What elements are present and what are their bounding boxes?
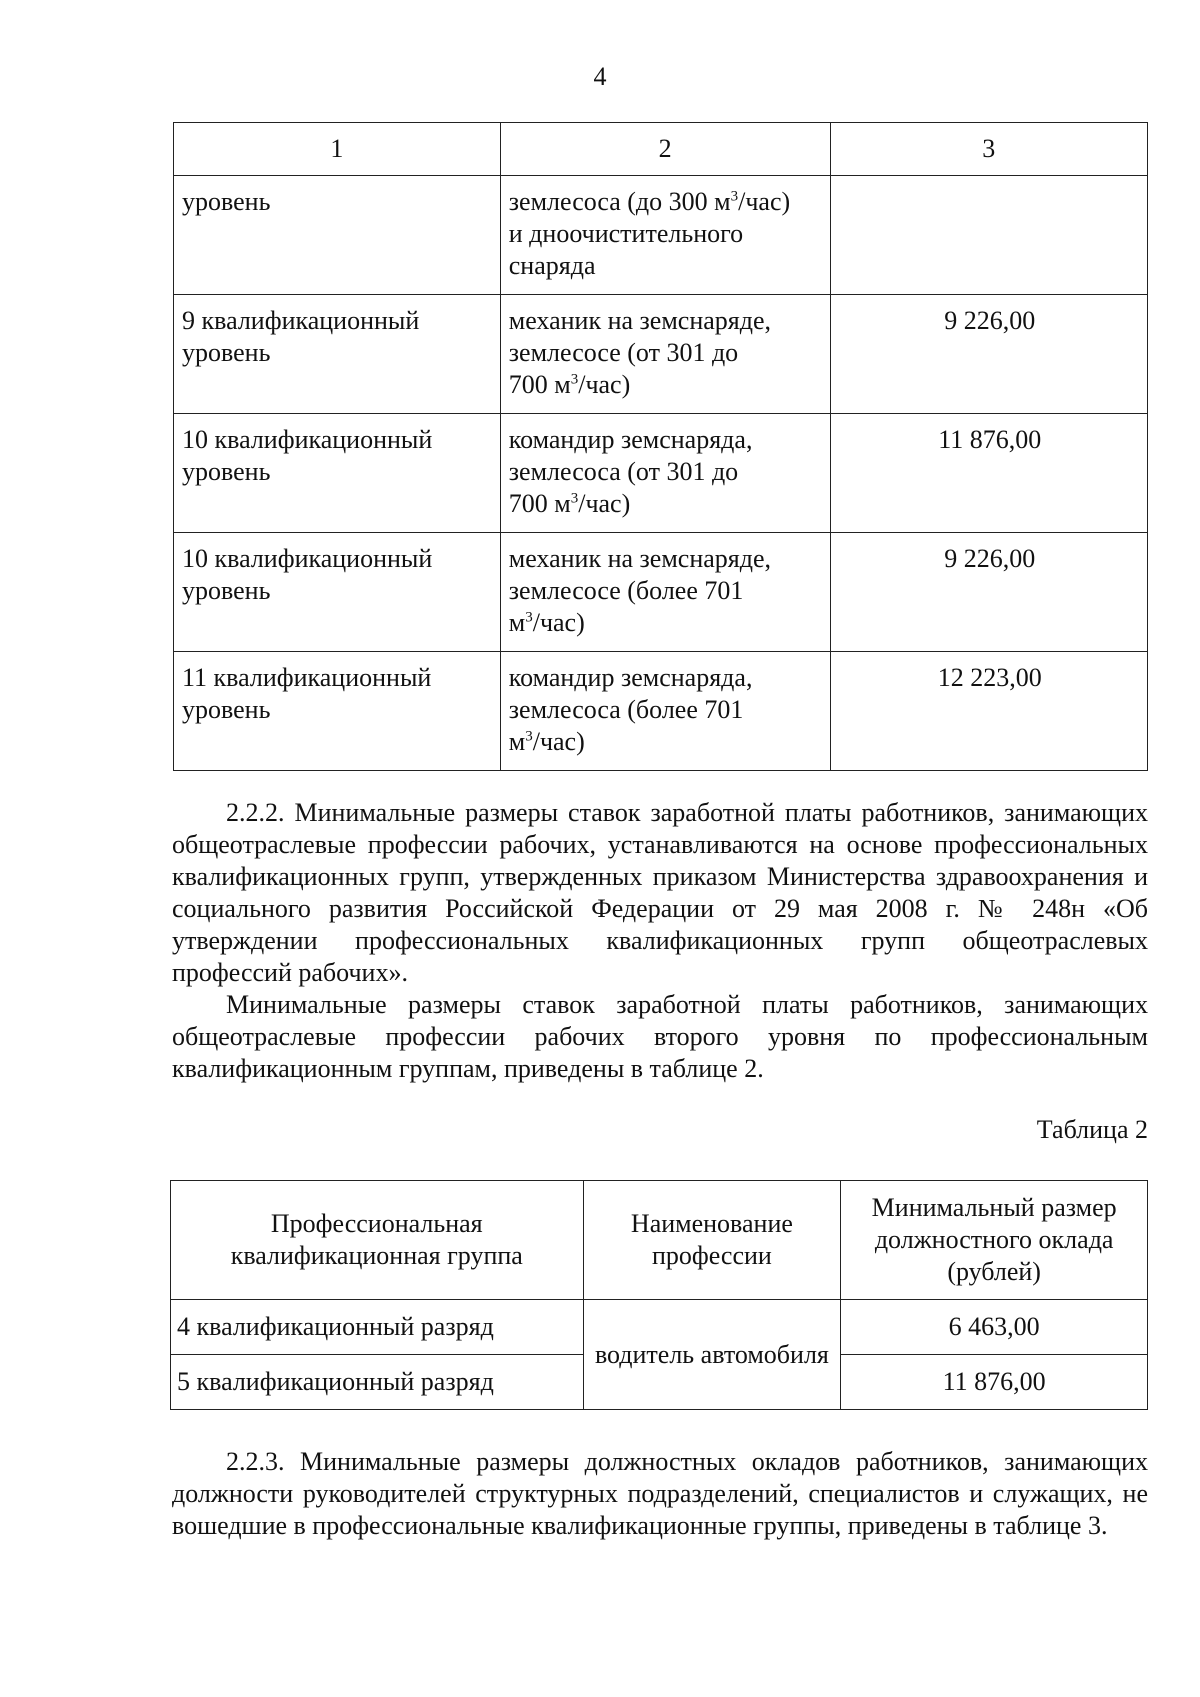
profession-cell <box>500 176 830 295</box>
salary-table-2 <box>170 1180 1148 1410</box>
column-header: 3 <box>830 123 1147 176</box>
salary-cell <box>830 176 1147 295</box>
salary-cell: 9 226,00 <box>830 295 1147 414</box>
cell-line: 10 квалификационный <box>182 425 433 454</box>
column-header: Профессиональная квалификационная группа <box>171 1181 584 1300</box>
cell-line: землесосе (более 701 <box>508 576 744 605</box>
cell-line: землесосе (от 301 до <box>508 338 739 367</box>
qualification-level-cell <box>174 176 501 295</box>
qualification-level-cell <box>174 295 501 414</box>
paragraph-2-2-2: 2.2.2. Минимальные размеры ставок заработной платы работников, занимающих общеотраслевые профессии рабочих, устанавливаются на основе профессиональных квалификационных групп, утвержденных приказом Министерства здравоохранения и социального развития Российской Федерации от 29 мая 2008 г. № 248н «Об утверждении профессиональных квалификационных групп общеотраслевых профессий рабочих». <box>172 798 1148 987</box>
superscript: 3 <box>730 188 739 205</box>
column-header: 1 <box>174 123 501 176</box>
cell-line: $м^3/час$) <box>508 727 585 756</box>
page-number: 4 <box>593 62 607 91</box>
cell-line: уровень <box>182 695 271 724</box>
salary-cell: 12 223,00 <box>830 652 1147 771</box>
cell-line: уровень <box>182 576 271 605</box>
qualification-level-cell <box>174 652 501 771</box>
profession-cell <box>500 533 830 652</box>
cell-line: 700 $м^3/час$) <box>508 370 631 399</box>
cell-line: механик на земснаряде, <box>508 544 772 573</box>
profession-cell: водитель автомобиля <box>583 1300 841 1410</box>
table-row <box>174 533 1148 652</box>
cell-line: землесоса (более 701 <box>508 695 744 724</box>
profession-cell <box>500 652 830 771</box>
superscript: 3 <box>525 728 533 745</box>
table-row <box>174 414 1148 533</box>
paragraph-2-2-3: 2.2.3. Минимальные размеры должностных окладов работников, занимающих должности руководителей структурных подразделений, специалистов и служащих, не вошедшие в профессиональные квалификационные группы, приведены в таблице 3. <box>172 1447 1148 1540</box>
cell-line: уровень <box>182 187 271 216</box>
qualification-level-cell <box>174 414 501 533</box>
cell-line: 9 квалификационный <box>182 306 420 335</box>
superscript: 3 <box>525 609 533 626</box>
profession-cell <box>500 414 830 533</box>
table-caption: Таблица 2 <box>1036 1115 1148 1144</box>
salary-table-continued <box>173 122 1148 771</box>
salary-cell: 11 876,00 <box>830 414 1147 533</box>
cell-line: уровень <box>182 338 271 367</box>
table-row <box>171 1300 1148 1355</box>
table-row <box>174 295 1148 414</box>
table-header-row <box>174 123 1148 176</box>
salary-cell: 9 226,00 <box>830 533 1147 652</box>
column-header: Минимальный размер должностного оклада (рублей) <box>841 1181 1148 1300</box>
table-row <box>174 652 1148 771</box>
cell-line: землесоса (от 301 до <box>508 457 739 486</box>
salary-cell: 11 876,00 <box>841 1355 1148 1410</box>
qualification-level-cell <box>174 533 501 652</box>
cell-line: командир земснаряда, <box>508 663 753 692</box>
column-header: Наименование профессии <box>583 1181 841 1300</box>
superscript: 3 <box>570 371 579 388</box>
salary-cell: 6 463,00 <box>841 1300 1148 1355</box>
cell-line: механик на земснаряде, <box>508 306 772 335</box>
cell-line: уровень <box>182 457 271 486</box>
cell-line: снаряда <box>508 251 596 280</box>
table-header-row <box>171 1181 1148 1300</box>
cell-line: 11 квалификационный <box>182 663 432 692</box>
qualification-grade-cell: 5 квалификационный разряд <box>171 1355 584 1410</box>
superscript: 3 <box>570 490 579 507</box>
cell-line: землесоса (до 300 $м^3/час$) <box>508 187 791 216</box>
table-row <box>174 176 1148 295</box>
profession-cell <box>500 295 830 414</box>
column-header: 2 <box>500 123 830 176</box>
cell-line: 700 $м^3/час$) <box>508 489 631 518</box>
cell-line: и дноочистительного <box>508 219 744 248</box>
qualification-grade-cell: 4 квалификационный разряд <box>171 1300 584 1355</box>
cell-line: командир земснаряда, <box>508 425 753 454</box>
cell-line: $м^3/час$) <box>508 608 585 637</box>
paragraph-table2-intro: Минимальные размеры ставок заработной платы работников, занимающих общеотраслевые профессии рабочих второго уровня по профессиональным квалификационным группам, приведены в таблице 2. <box>172 990 1148 1083</box>
cell-line: 10 квалификационный <box>182 544 433 573</box>
